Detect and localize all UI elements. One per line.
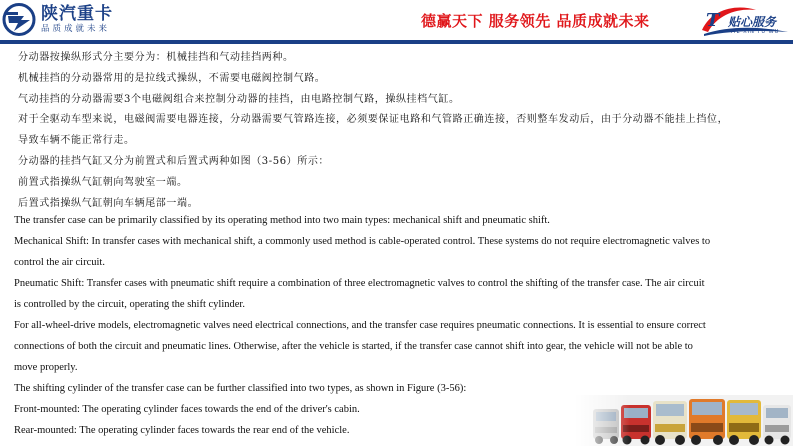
zh-paragraph-line: 对于全驱动车型来说，电磁阀需要电器连接，分动器需要气管路连接，必须要保证电路和气管路正确连接，否则整车发动后，由于分动器不能挂上挡位， bbox=[18, 114, 729, 125]
service-pinyin: TIE XIN FU WU bbox=[730, 29, 780, 35]
en-paragraph-line: For all-wheel-drive models, electromagnetic valves need electrical connections, and the transfer case requires pneumatic connections. It is essential to ensure correct bbox=[14, 320, 706, 331]
zh-paragraph-line: 导致车辆不能正常行走。 bbox=[18, 135, 135, 146]
svg-text:T: T bbox=[706, 10, 720, 31]
en-paragraph-line: The transfer case can be primarily classified by its operating method into two main types: mechanical shift and pneumatic shift. bbox=[14, 215, 550, 226]
en-paragraph-line: Mechanical Shift: In transfer cases with mechanical shift, a commonly used method is cable-operated control. These systems do not require electromagnetic valves to bbox=[14, 236, 711, 247]
zh-paragraph-line: 分动器的挂挡气缸又分为前置式和后置式两种如图（3-56）所示： bbox=[18, 156, 330, 167]
zh-paragraph-line: 机械挂挡的分动器常用的是拉线式操纵，不需要电磁阀控制气路。 bbox=[18, 73, 326, 84]
header-divider bbox=[0, 40, 793, 44]
zh-paragraph-line: 分动器按操纵形式分主要分为：机械挂挡和气动挂挡两种。 bbox=[18, 52, 294, 63]
service-name: 贴心服务 bbox=[728, 15, 777, 29]
truck-lineup-image bbox=[575, 395, 793, 446]
en-paragraph-line: is controlled by the circuit, operating the shift cylinder. bbox=[14, 299, 245, 310]
en-paragraph-line: Front-mounted: The operating cylinder faces towards the end of the driver's cabin. bbox=[14, 404, 360, 415]
zh-paragraph-line: 气动挂挡的分动器需要3个电磁阀组合来控制分动器的挂挡，由电路控制气路，操纵挂档气缸。 bbox=[18, 94, 460, 105]
shacman-emblem-icon bbox=[2, 3, 38, 36]
zh-paragraph-line: 后置式指操纵气缸朝向车辆尾部一端。 bbox=[18, 198, 199, 209]
service-logo bbox=[698, 4, 790, 38]
en-paragraph-line: control the air circuit. bbox=[14, 257, 105, 268]
brand-subtitle: 品质成就未来 bbox=[41, 23, 111, 34]
en-paragraph-line: connections of both the circuit and pneumatic lines. Otherwise, after the vehicle is started, if the transfer case cannot shift into gear, the vehicle will not be able to bbox=[14, 341, 693, 352]
page-header bbox=[0, 0, 793, 40]
en-paragraph-line: Pneumatic Shift: Transfer cases with pneumatic shift require a combination of three electromagnetic valves to control the shifting of the transfer case. The air circuit bbox=[14, 278, 705, 289]
brand-logo bbox=[2, 3, 113, 36]
en-paragraph-line: The shifting cylinder of the transfer case can be further classified into two types, as shown in Figure (3-56): bbox=[14, 383, 467, 394]
en-paragraph-line: Rear-mounted: The operating cylinder faces towards the rear end of the vehicle. bbox=[14, 425, 350, 436]
brand-name: 陕汽重卡 bbox=[41, 3, 113, 24]
en-paragraph-line: move properly. bbox=[14, 362, 78, 373]
header-slogan: 德赢天下 服务领先 品质成就未来 bbox=[421, 12, 650, 30]
zh-paragraph-line: 前置式指操纵气缸朝向驾驶室一端。 bbox=[18, 177, 188, 188]
